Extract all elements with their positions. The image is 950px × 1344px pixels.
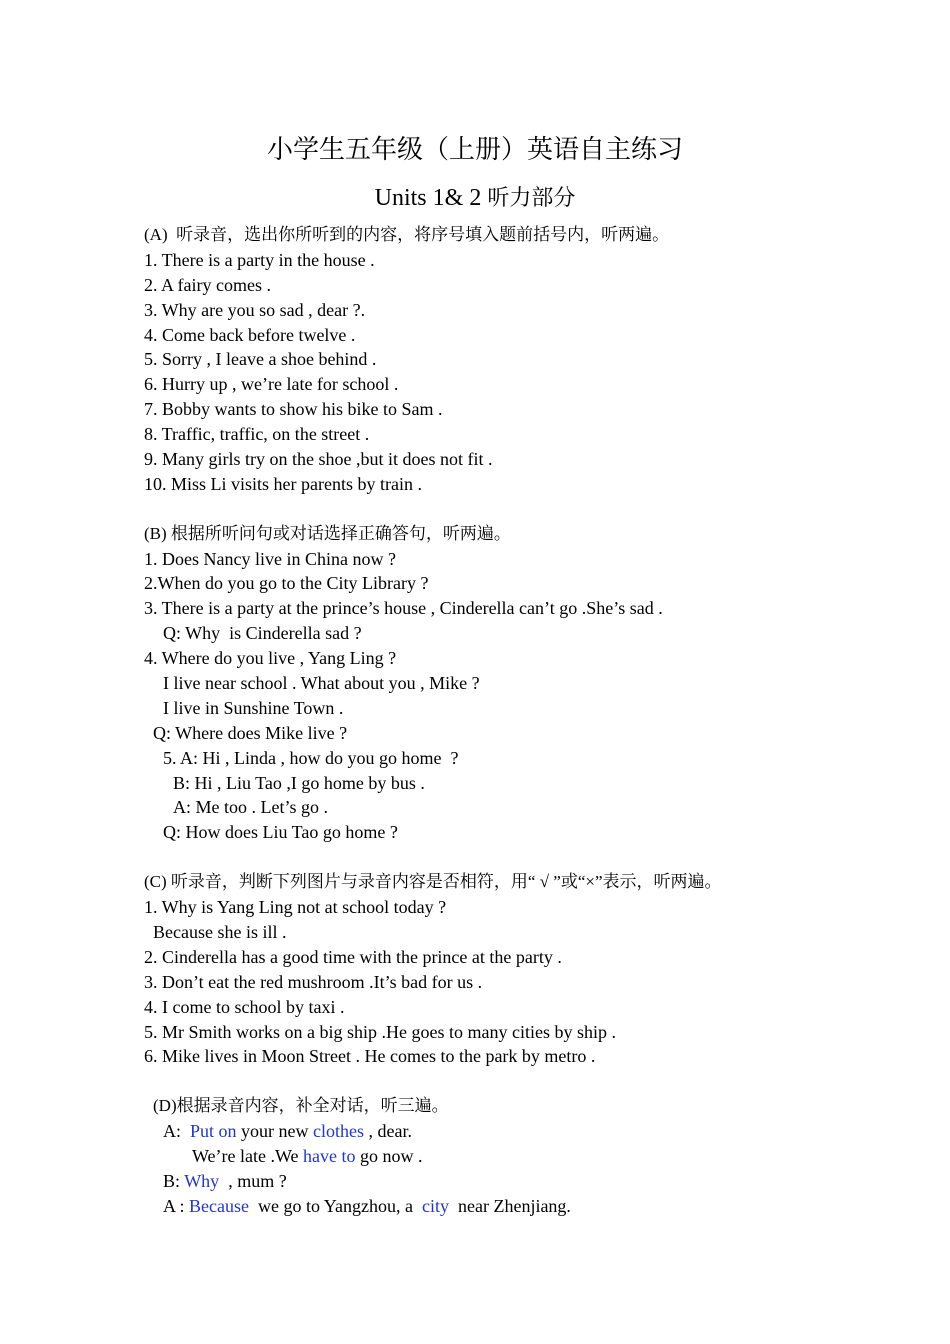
section-c-line: 2. Cinderella has a good time with the prince at the party . [144,946,562,967]
section-b-line: B: Hi , Liu Tao ,I go home by bus . [173,772,425,793]
section-a-item: 7. Bobby wants to show his bike to Sam . [144,399,443,420]
section-b-line: 4. Where do you live , Yang Ling ? [144,648,397,669]
section-a-item: 8. Traffic, traffic, on the street . [144,424,370,445]
answer-text: Why [184,1170,220,1191]
section-a-item: 3. Why are you so sad , dear ?. [144,299,366,320]
dialog-text: go now . [355,1145,423,1166]
dialog-line [144,1169,924,1194]
section-b-line: I live in Sunshine Town . [163,697,344,718]
section-c-line: Because she is ill . [153,921,287,942]
section-b-line: Q: How does Liu Tao go home ? [163,822,398,843]
section-b-line: I live near school . What about you , Mike ? [163,673,480,694]
section-b-line: 1. Does Nancy live in China now ? [144,548,396,569]
section-a-item: 4. Come back before twelve . [144,324,356,345]
section-a-heading: (A) 听录音，选出你所听到的内容，将序号填入题前括号内，听两遍。 [144,225,670,244]
section-b-line: 3. There is a party at the prince’s house , Cinderella can’t go .She’s sad . [144,598,663,619]
dialog-text: near Zhenjiang. [448,1195,571,1216]
dialog-line [144,1194,924,1219]
section-a-item: 6. Hurry up , we’re late for school . [144,374,399,395]
dialog-text: , mum ? [219,1170,287,1191]
answer-text: clothes [313,1121,364,1142]
answer-text: Because [189,1195,249,1216]
section-c-line: 5. Mr Smith works on a big ship .He goes to many cities by ship . [144,1021,616,1042]
section-a-item: 2. A fairy comes . [144,274,271,295]
section-a-item: 9. Many girls try on the shoe ,but it does not fit . [144,449,493,470]
section-d-heading: (D)根据录音内容，补全对话，听三遍。 [153,1096,449,1116]
section-a-item: 5. Sorry , I leave a shoe behind . [144,349,377,370]
spacer [144,497,924,522]
exercise-content [144,223,924,1219]
section-b-line: A: Me too . Let’s go . [173,797,328,818]
subtitle-en: Units 1& 2 [374,185,488,211]
dialog-text: your new [236,1121,313,1142]
dialog-text: , dear. [364,1121,412,1142]
dialog-text: B: [163,1170,185,1191]
section-c-line: 4. I come to school by taxi . [144,996,345,1017]
section-b-heading: (B) 根据所听问句或对话选择正确答句，听两遍。 [144,523,511,543]
section-c-line: 1. Why is Yang Ling not at school today ? [144,897,447,918]
answer-text: Put on [190,1121,237,1142]
answer-text: have to [303,1145,356,1166]
answer-text: city [421,1195,449,1216]
section-a-item: 1. There is a party in the house . [144,249,375,270]
dialog-text: we go to Yangzhou, a [248,1195,422,1216]
section-b-line: 5. A: Hi , Linda , how do you go home ? [163,747,459,768]
section-b-line: Q: Where does Mike live ? [153,722,348,743]
section-c-line: 3. Don’t eat the red mushroom .It’s bad for us . [144,971,483,992]
spacer [144,1069,924,1094]
dialog-line [144,1144,924,1169]
dialog-text: A: [163,1121,190,1142]
section-a-item: 10. Miss Li visits her parents by train . [144,473,422,494]
page-title: 小学生五年级（上册）英语自主练习 [266,135,683,165]
page-subtitle [0,182,950,215]
section-b-line: 2.When do you go to the City Library ? [144,573,429,594]
dialog-line [144,1119,924,1144]
dialog-text: We’re late .We [192,1145,304,1166]
spacer [144,845,924,870]
section-b-line: Q: Why is Cinderella sad ? [163,623,362,644]
section-c-line: 6. Mike lives in Moon Street . He comes to the park by metro . [144,1046,596,1067]
dialog-text: A : [163,1195,190,1216]
subtitle-cn: 听力部分 [487,186,576,211]
section-c-heading: (C) 听录音，判断下列图片与录音内容是否相符，用“ √ ”或“×”表示，听两遍。 [144,872,722,892]
